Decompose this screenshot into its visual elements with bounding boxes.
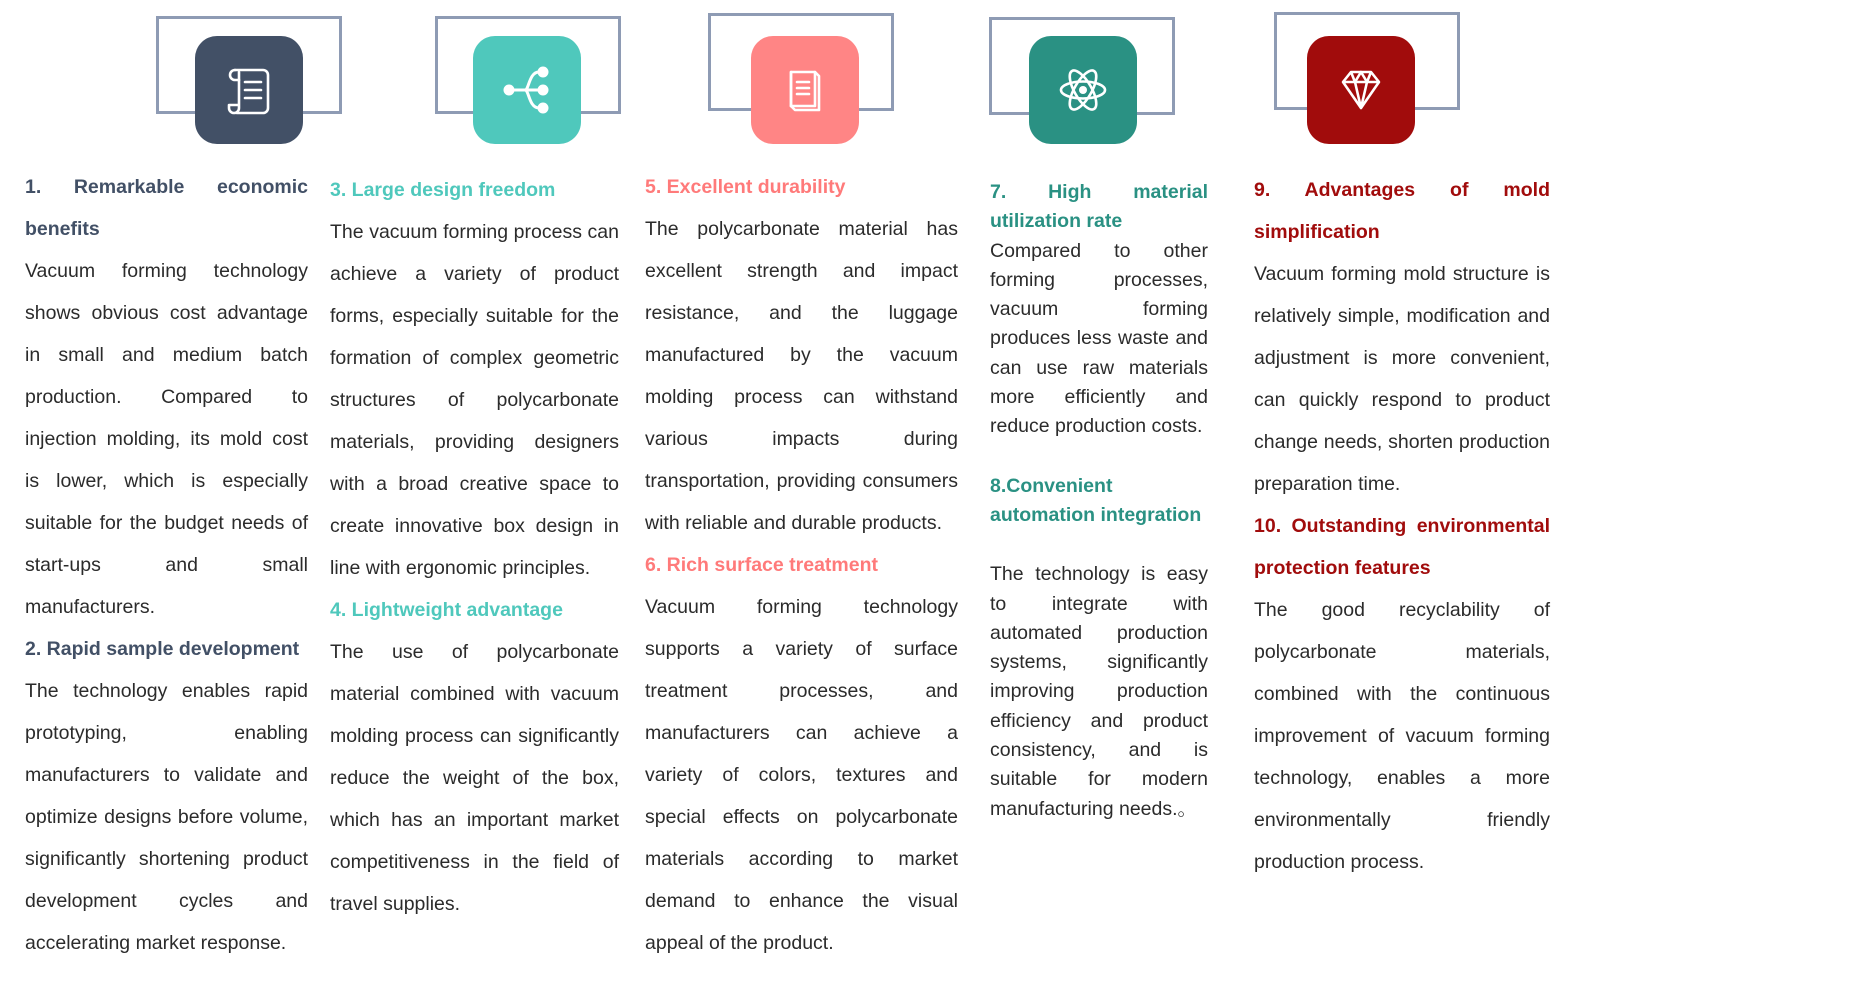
icon-tile [195, 36, 303, 144]
body-1: Vacuum forming technology shows obvious cost advantage in small and medium batch production. Compared to injection molding, its mold cost is lower, which is especially suitable for the budget needs of start-ups and small manufacturers. [25, 260, 308, 618]
icon-tile [1029, 36, 1137, 144]
heading-2: 2. Rapid sample development [25, 638, 300, 660]
body-9: Vacuum forming mold structure is relatively simple, modification and adjustment is more convenient, can quickly respond to product change needs, shorten production preparation time. [1254, 263, 1550, 495]
share-nodes-icon [497, 60, 557, 120]
scroll-icon [219, 60, 279, 120]
body-2: The technology enables rapid prototyping, enabling manufacturers to validate and optimize designs before volume, significantly shortening product development cycles and accelerating market response. [25, 680, 308, 954]
column-5 [1254, 169, 1550, 883]
gem-icon [1331, 60, 1391, 120]
body-5: The polycarbonate material has excellent strength and impact resistance, and the luggage manufactured by the vacuum molding process can withstand various impacts during transportation, providing consumers with reliable and durable products. [645, 218, 958, 534]
atom-icon [1053, 60, 1113, 120]
heading-3: 3. Large design freedom [330, 179, 556, 201]
heading-7: 7. High material utilization rate [990, 181, 1208, 233]
heading-1: 1. Remarkable economic benefits [25, 176, 308, 240]
heading-4: 4. Lightweight advantage [330, 599, 563, 621]
heading-8: 8.Convenient automation integration [990, 474, 1202, 526]
body-6: Vacuum forming technology supports a variety of surface treatment processes, and manufacturers can achieve a variety of colors, textures and special effects on polycarbonate materials according to market demand to enhance the visual appeal of the product. [645, 596, 958, 954]
column-1 [25, 166, 308, 964]
body-10: The good recyclability of polycarbonate materials, combined with the continuous improvement of vacuum forming technology, enables a more environmentally friendly production process. [1254, 599, 1550, 873]
body-3: The vacuum forming process can achieve a variety of product forms, especially suitable for the formation of complex geometric structures of polycarbonate materials, providing designers with a broad creative space to create innovative box design in line with ergonomic principles. [330, 221, 619, 579]
icon-tile [473, 36, 581, 144]
column-2 [330, 169, 619, 925]
icon-tile [751, 36, 859, 144]
heading-9: 9. Advantages of mold simplification [1254, 179, 1550, 243]
icon-tile [1307, 36, 1415, 144]
column-3 [645, 166, 958, 964]
heading-5: 5. Excellent durability [645, 176, 846, 198]
book-icon [775, 60, 835, 120]
body-8: The technology is easy to integrate with automated production systems, significantly improving production efficiency and product consistency, and is suitable for modern manufacturing needs.。 [990, 563, 1208, 820]
body-4: The use of polycarbonate material combined with vacuum molding process can significantly reduce the weight of the box, which has an important market competitiveness in the field of travel supplies. [330, 641, 619, 915]
body-7: Compared to other forming processes, vacuum forming produces less waste and can use raw materials more efficiently and reduce production costs. [990, 239, 1208, 438]
heading-10: 10. Outstanding environmental protection features [1254, 515, 1550, 579]
heading-6: 6. Rich surface treatment [645, 554, 879, 576]
column-4 [990, 178, 1208, 824]
